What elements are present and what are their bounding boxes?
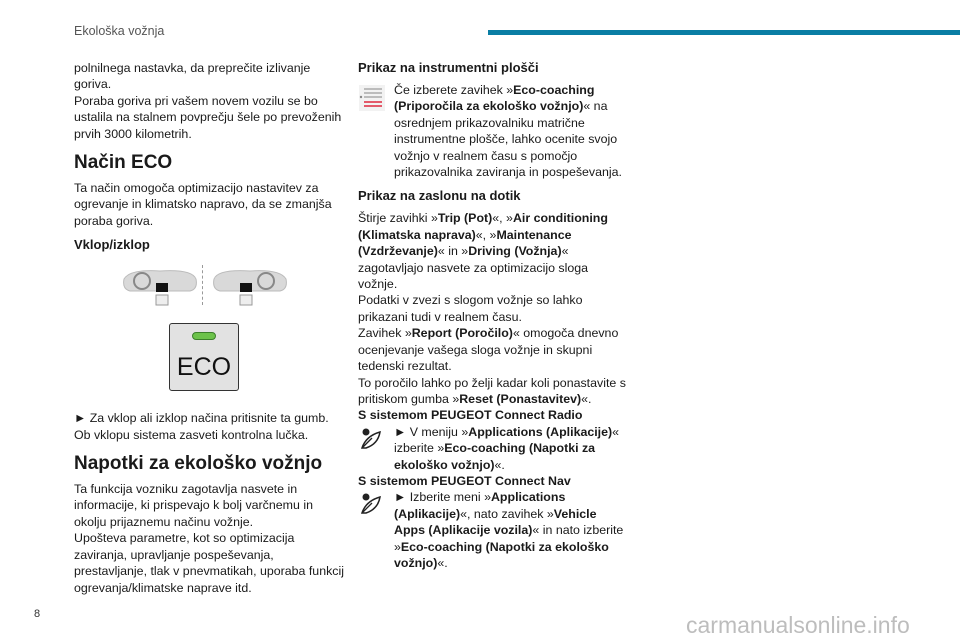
radio-mid: « izberite »: [394, 424, 620, 456]
report-pre: Zavihek »: [358, 326, 412, 341]
radio-pre: ► V meniju »: [394, 424, 469, 439]
intro-text: polnilnega nastavka, da preprečite izlivanje goriva.: [74, 61, 311, 92]
connect-radio-icon: [358, 426, 386, 452]
dashboard-left-icon: [120, 265, 200, 311]
radio-instruction: [358, 424, 628, 473]
left-column: [74, 60, 344, 596]
reset-button-name: Reset (Ponastavitev): [459, 391, 582, 406]
touchscreen-heading: Prikaz na zaslonu na dotik: [358, 188, 521, 204]
right-column: [358, 60, 628, 571]
page-number: 8: [34, 608, 41, 620]
radio-menu: Applications (Aplikacije): [468, 424, 613, 439]
radio-heading: S sistemom PEUGEOT Connect Radio: [358, 408, 583, 423]
reset-paragraph: [358, 375, 628, 408]
data-line: Podatki v zvezi s slogom vožnje so lahko prikazani tudi v realnem času.: [358, 293, 583, 324]
nav-menu: Applications (Aplikacije): [394, 490, 566, 521]
tabs-paragraph: [358, 210, 628, 292]
nav-eco-coaching: Eco-coaching (Napotki za ekološko vožnjo): [394, 539, 609, 570]
header-accent-bar: [488, 30, 960, 35]
tips-heading: Napotki za ekološko vožnjo: [74, 453, 323, 475]
tabs-pre: Štirje zavihki »: [358, 211, 438, 226]
tab-driving: Driving (Vožnja): [468, 244, 562, 259]
nav-heading: S sistemom PEUGEOT Connect Nav: [358, 473, 571, 488]
instr-pre: Če izberete zavihek »: [394, 83, 514, 97]
instrument-panel-icon: [358, 84, 386, 112]
radio-post: «.: [494, 457, 505, 472]
nav-mid-2: « in nato izberite »: [394, 523, 624, 554]
instrument-paragraph: [358, 82, 628, 180]
tips-paragraph-1: Ta funkcija vozniku zagotavlja nasvete in informacije, ki prispevajo k bolj varčnemu in okolju prijaznemu načinu vožnje.: [74, 482, 313, 529]
nav-mid: «, nato zavihek »: [460, 506, 554, 521]
press-instruction-2: Ob vklopu sistema zasveti kontrolna lučka.: [74, 427, 309, 442]
report-post: « omogoča dnevno ocenjevanje vašega sloga vožnje in skupni tedenski rezultat.: [358, 326, 619, 374]
eco-mode-description: Ta način omogoča optimizacijo nastavitev za ogrevanje in klimatsko napravo, da se zmanjša poraba goriva.: [74, 181, 332, 228]
nav-instruction: [358, 489, 628, 571]
instr-tab-name: Eco-coaching (Priporočila za ekološko vožnjo): [394, 83, 595, 114]
running-header: Ekološka vožnja: [74, 24, 165, 38]
eco-button-label: ECO: [176, 353, 232, 382]
instrument-heading: Prikaz na instrumentni plošči: [358, 60, 539, 75]
onoff-heading: Vklop/izklop: [74, 237, 150, 253]
sep-3: « in »: [437, 244, 469, 259]
reset-post: «.: [581, 391, 592, 406]
nav-pre: ► Izberite meni »: [394, 490, 491, 505]
tabs-post: « zagotavljajo nasvete za optimizacijo sloga vožnje.: [358, 244, 589, 292]
watermark: carmanualsonline.info: [686, 612, 910, 638]
eco-button-illustration: [169, 323, 239, 391]
dashboard-right-icon: [210, 265, 290, 311]
report-tab: Report (Poročilo): [411, 326, 513, 341]
instr-post: « na osrednjem prikazovalniku matrične instrumentne plošče, lahko ocenite svojo vožnjo v realnem času s pomočjo prikazovalnika zaviranja in pospeševanja.: [394, 99, 622, 180]
report-paragraph: [358, 325, 628, 374]
divider: [202, 265, 203, 305]
sep-2: «, »: [475, 227, 497, 242]
press-instruction: ► Za vklop ali izklop načina pritisnite ta gumb.: [74, 411, 329, 426]
nav-vehicle-apps: Vehicle Apps (Aplikacije vozila): [394, 506, 597, 538]
reset-pre: To poročilo lahko po želji kadar koli ponastavite s pritiskom gumba »: [358, 375, 626, 406]
tab-maintenance: Maintenance (Vzdrževanje): [358, 227, 572, 259]
eco-mode-heading: Način ECO: [74, 152, 173, 174]
indicator-led-icon: [192, 332, 216, 340]
tab-trip: Trip (Pot): [437, 211, 493, 226]
tab-air-conditioning: Air conditioning (Klimatska naprava): [358, 211, 608, 242]
tips-paragraph-2: Upošteva parametre, kot so optimizacija zaviranja, upravljanje pospeševanja, prestavljanje, tlak v pnevmatikah, uporaba funkcij ogrevanja/klimatske naprave itd.: [74, 531, 344, 595]
nav-post: «.: [437, 555, 448, 570]
radio-eco-coaching: Eco-coaching (Napotki za ekološko vožnjo): [394, 441, 596, 472]
intro-text-2: Poraba goriva pri vašem novem vozilu se bo ustalila na stalnem povprečju šele po prevoženih prvih 3000 kilometrih.: [74, 93, 342, 141]
connect-nav-icon: [358, 491, 386, 517]
eco-illustration: [74, 265, 344, 400]
sep-1: «, »: [492, 211, 513, 226]
